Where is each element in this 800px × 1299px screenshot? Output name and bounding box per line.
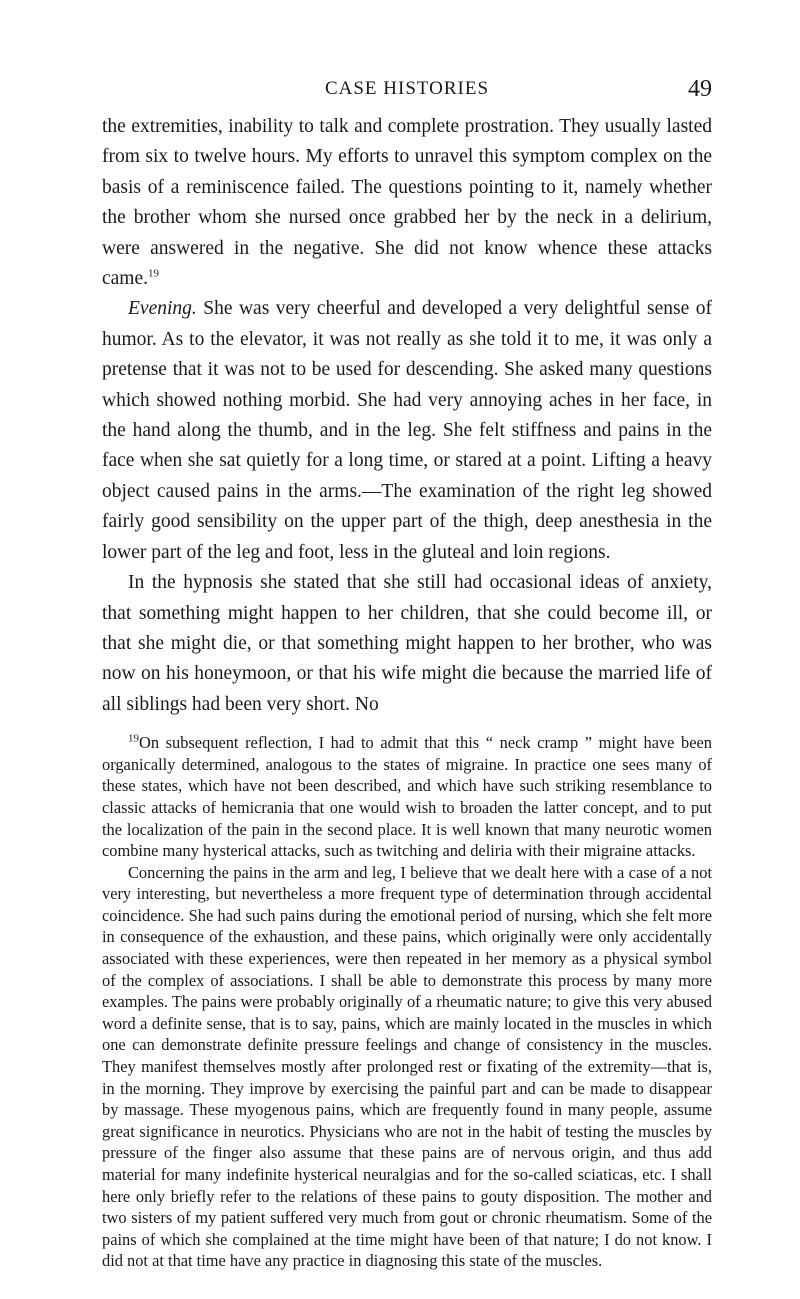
- footnote-reference-19: 19: [148, 267, 160, 280]
- page-number: 49: [688, 76, 712, 102]
- footnote-19-first-paragraph: [102, 732, 712, 862]
- paragraph-continued: [102, 112, 712, 294]
- footnote-marker-19: 19: [128, 732, 139, 745]
- paragraph-hypnosis: [102, 568, 712, 720]
- footnote-19-text: On subsequent reflection, I had to admit that this “ neck cramp ” might have been organically determined, analogous to the states of migraine. In practice one sees many of these states, which have not been described, and which have such striking resemblance to classic attacks of hemicrania that one would wish to broaden the latter concept, and to put the localization of the pain in the second place. It is well known that many neurotic women combine many hysterical attacks, such as twitching and deliria with their migraine attacks.: [102, 733, 712, 861]
- footnote-19-continued-text: Concerning the pains in the arm and leg, I believe that we dealt here with a case of a not very interesting, but nevertheless a more frequent type of determination through accidental coincidence. She had such pains during the emotional period of nursing, which she felt more in consequence of the exhaustion, and these pains, which originally were only accidentally associated with these experiences, were then repeated in her memory as a physical symbol of the complex of associations. I shall be able to demonstrate this process by many more examples. The pains were probably originally of a rheumatic nature; to give this very abused word a definite sense, that is to say, pains, which are mainly located in the muscles in which one can demonstrate definite pressure feelings and change of consistency in the muscles. They manifest themselves mostly after prolonged rest or fixating of the extremity—that is, in the morning. They improve by exercising the painful part and can be made to disappear by massage. These myogenous pains, which are frequently found in many people, assume great significance in neurotics. Physicians who are not in the habit of testing the muscles by pressure of the finger also assume that these pains are of nervous origin, and thus add material for many indefinite hysterical neuralgias and for the so-called sciaticas, etc. I shall here only briefly refer to the relations of these pains to gouty disposition. The mother and two sisters of my patient suffered very much from gout or chronic rheumatism. Some of the pains of which she complained at the time might have been of that nature; I do not know. I did not at that time have any practice in diagnosing this state of the muscles.: [102, 862, 712, 1271]
- paragraph-1-text: the extremities, inability to talk and complete prostration. They usually lasted from six to twelve hours. My efforts to unravel this symptom complex on the basis of a reminiscence failed. The questions pointing to it, namely whether the brother whom she nursed once grabbed her by the neck in a delirium, were answered in the negative. She did not know whence these attacks came.: [102, 116, 712, 290]
- running-head: [102, 72, 712, 106]
- paragraph-3-text: In the hypnosis she stated that she still had occasional ideas of anxiety, that something might happen to her children, that she could become ill, or that she might die, or that something might happen to her brother, who was now on his honeymoon, or that his wife might die because the married life of all siblings had been very short. No: [102, 572, 712, 715]
- body-text: [102, 112, 712, 720]
- paragraph-lead-evening: Evening.: [128, 298, 197, 320]
- footnote-19-second-paragraph: [102, 862, 712, 1272]
- paragraph-2-text: She was very cheerful and developed a very delightful sense of humor. As to the elevator, it was not really as she told it to me, it was only a pretense that it was not to be used for descending. She asked many questions which showed nothing morbid. She had very annoying aches in her face, in the hand along the thumb, and in the leg. She felt stiffness and pains in the face when she sat quietly for a long time, or stared at a point. Lifting a heavy object caused pains in the arms.—The examination of the right leg showed fairly good sensibility on the upper part of the thigh, deep anesthesia in the lower part of the leg and foot, less in the gluteal and loin regions.: [102, 298, 712, 563]
- running-title: CASE HISTORIES: [324, 78, 490, 99]
- footnotes: [102, 732, 712, 1272]
- paragraph-evening: [102, 294, 712, 568]
